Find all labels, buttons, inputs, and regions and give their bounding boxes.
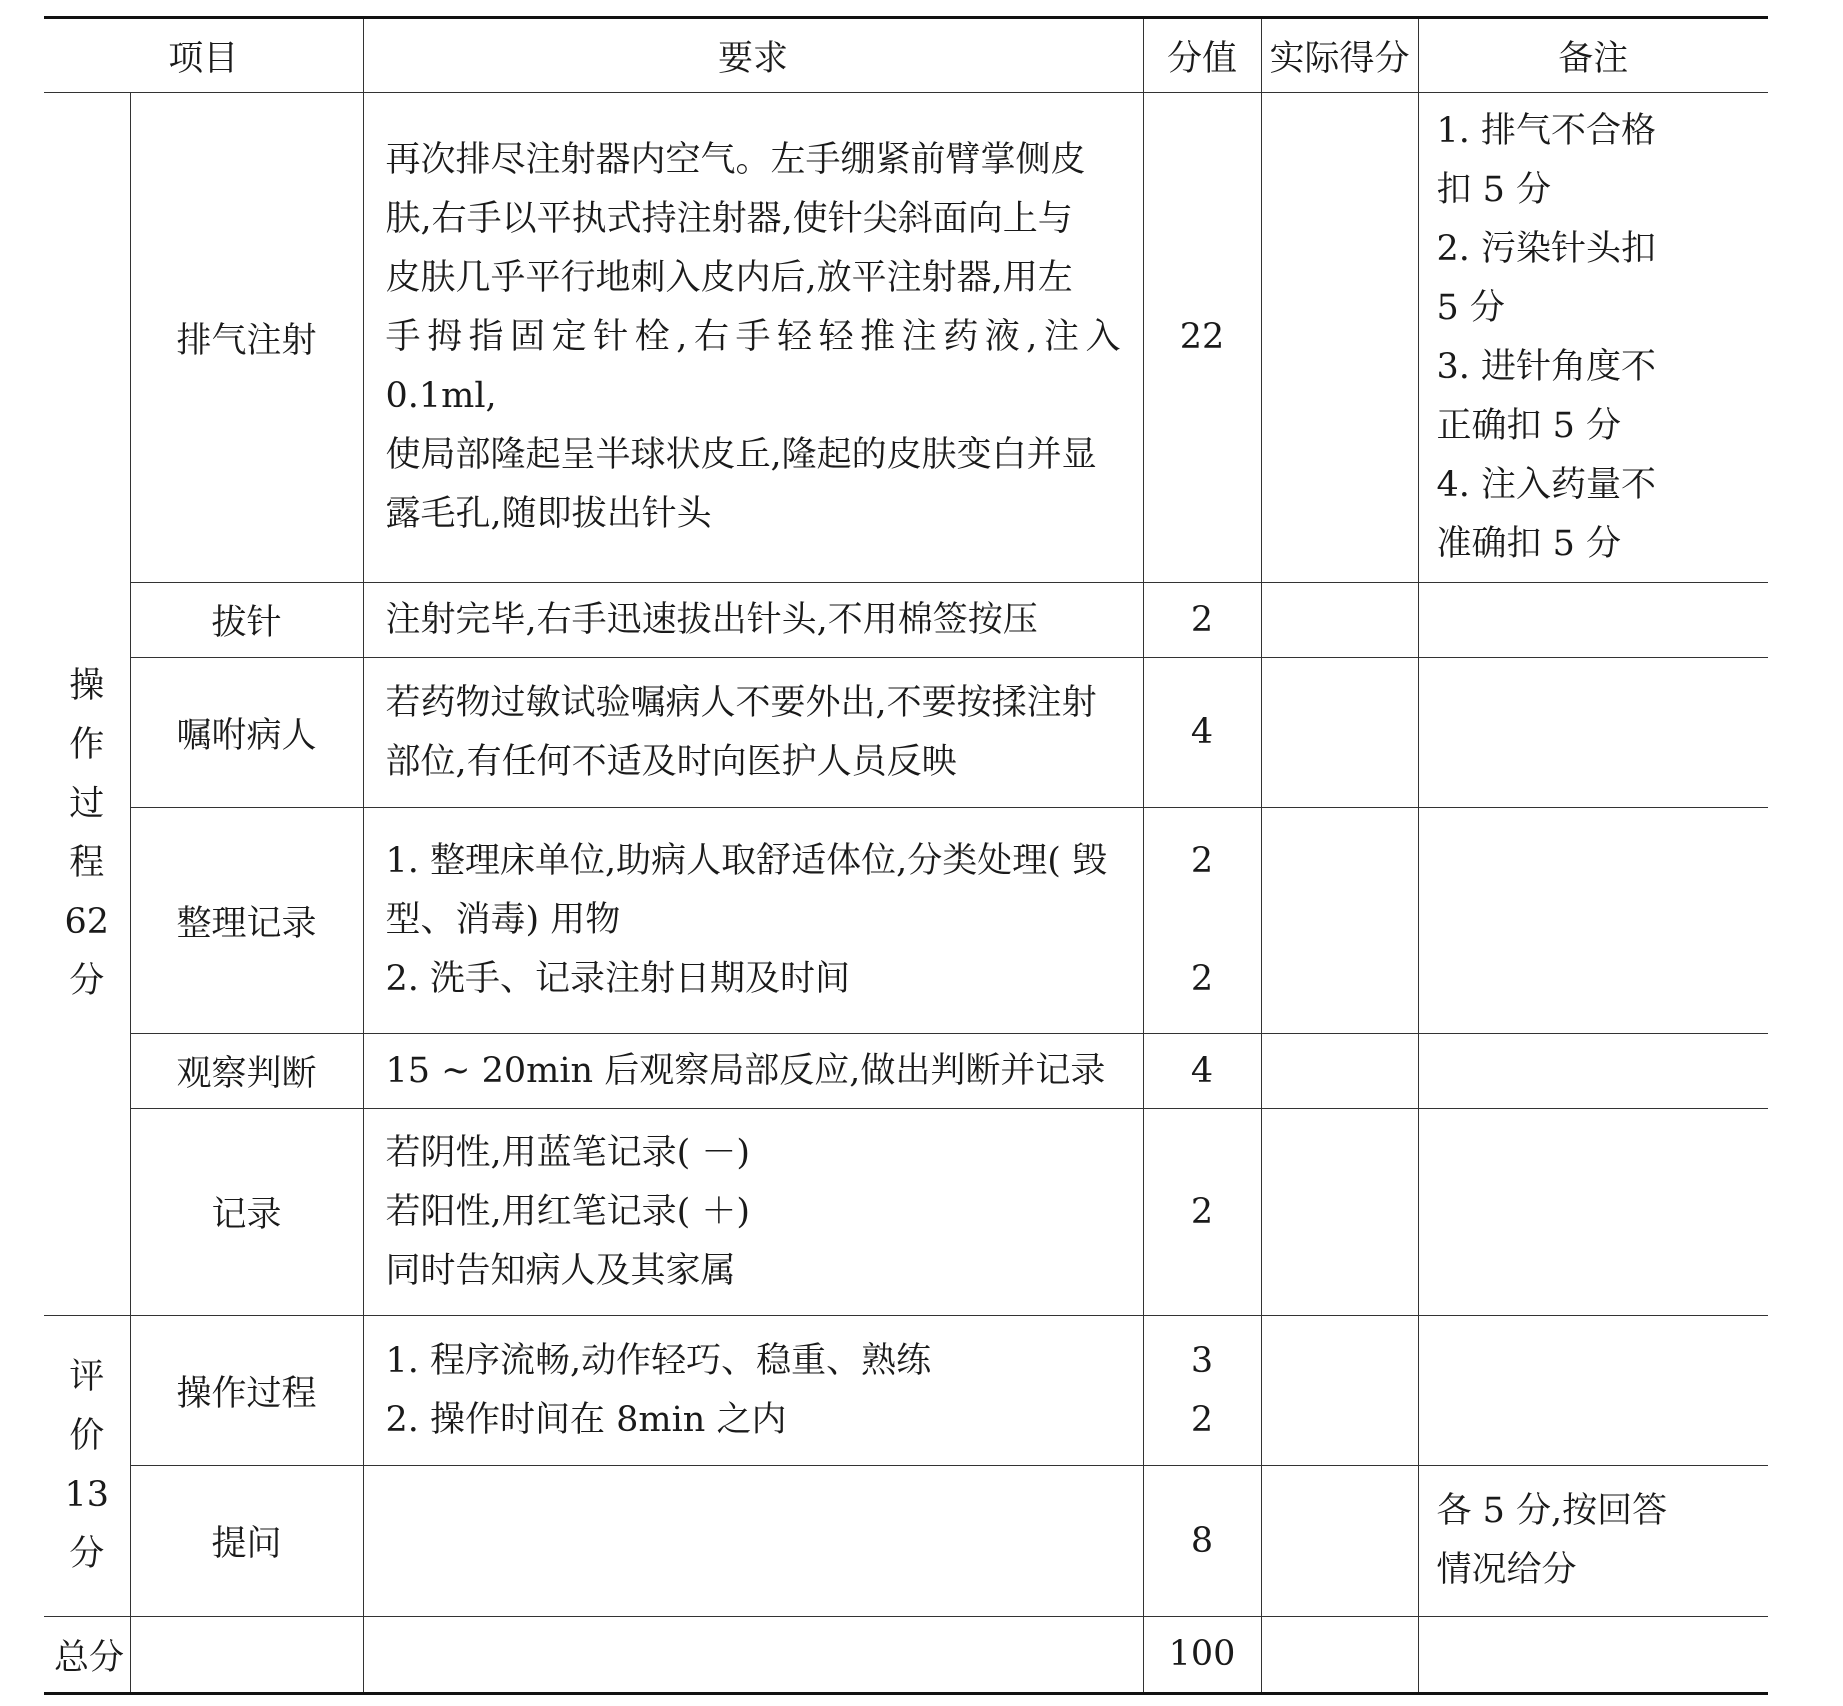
item-instruct-patient: 嘱咐病人 — [130, 658, 363, 808]
score-observe-judge: 4 — [1143, 1034, 1261, 1109]
section-char: 62 — [64, 902, 110, 942]
item-operation-process: 操作过程 — [130, 1316, 363, 1466]
requirement-line: 型、消毒) 用物 — [385, 900, 621, 940]
note-line: 正确扣 5 分 — [1436, 405, 1622, 446]
score-instruct-patient: 4 — [1143, 658, 1261, 808]
note-exhaust-inject — [1418, 93, 1768, 583]
header-actual-score: 实际得分 — [1261, 18, 1418, 93]
note-line: 2. 污染针头扣 — [1436, 228, 1657, 269]
requirement-line: 皮肤几乎平行地刺入皮内后,放平注射器,用左 — [385, 258, 1073, 298]
header-note: 备注 — [1418, 18, 1768, 93]
section-char: 评 — [69, 1357, 105, 1397]
score-exhaust-inject: 22 — [1143, 93, 1261, 583]
actual-score-cell — [1261, 1034, 1418, 1109]
table-row — [44, 1316, 1768, 1466]
score-operation-process — [1143, 1316, 1261, 1466]
item-exhaust-inject: 排气注射 — [130, 93, 363, 583]
table-row — [44, 1034, 1768, 1109]
score-line: 2 — [1190, 841, 1214, 881]
requirement-line: 肤,右手以平执式持注射器,使针尖斜面向上与 — [385, 199, 1073, 239]
item-record: 记录 — [130, 1109, 363, 1316]
requirement-instruct-patient — [363, 658, 1143, 808]
requirement-line: 1. 程序流畅,动作轻巧、稳重、熟练 — [385, 1340, 932, 1381]
note-line: 扣 5 分 — [1436, 169, 1552, 210]
section-operation-label — [44, 93, 130, 1316]
section-char: 过 — [69, 784, 105, 824]
requirement-record — [363, 1109, 1143, 1316]
score-withdraw: 2 — [1143, 583, 1261, 658]
total-label: 总分 — [44, 1617, 130, 1694]
actual-score-cell — [1261, 583, 1418, 658]
actual-score-cell — [1261, 808, 1418, 1034]
item-tidy-record: 整理记录 — [130, 808, 363, 1034]
note-cell — [1418, 1617, 1768, 1694]
note-cell — [1418, 808, 1768, 1034]
requirement-line: 2. 洗手、记录注射日期及时间 — [385, 959, 851, 999]
note-cell — [1418, 1034, 1768, 1109]
note-line: 情况给分 — [1436, 1550, 1577, 1590]
score-record: 2 — [1143, 1109, 1261, 1316]
requirement-line: 同时告知病人及其家属 — [385, 1250, 736, 1291]
requirement-line: 若阳性,用红笔记录( ＋) — [385, 1191, 751, 1232]
requirement-questions — [363, 1466, 1143, 1617]
section-evaluation-label — [44, 1316, 130, 1617]
score-questions: 8 — [1143, 1466, 1261, 1617]
requirement-line: 露毛孔,随即拔出针头 — [385, 494, 712, 534]
requirement-line: 若阴性,用蓝笔记录( －) — [385, 1132, 751, 1173]
requirement-operation-process — [363, 1316, 1143, 1466]
table-row — [44, 93, 1768, 583]
score-line: 3 — [1190, 1340, 1214, 1381]
total-requirement-cell — [363, 1617, 1143, 1694]
table-row — [44, 583, 1768, 658]
total-row — [44, 1617, 1768, 1694]
table-row — [44, 1466, 1768, 1617]
section-char: 作 — [69, 725, 105, 765]
actual-score-cell — [1261, 93, 1418, 583]
note-line: 3. 进针角度不 — [1436, 346, 1657, 387]
score-tidy-record — [1143, 808, 1261, 1034]
requirement-line: 部位,有任何不适及时向医护人员反映 — [385, 741, 957, 782]
total-score: 100 — [1143, 1617, 1261, 1694]
table-row — [44, 808, 1768, 1034]
actual-score-cell — [1261, 1466, 1418, 1617]
item-questions: 提问 — [130, 1466, 363, 1617]
table-header-row — [44, 18, 1768, 93]
score-line-spacer — [1144, 891, 1261, 950]
requirement-exhaust-inject — [363, 93, 1143, 583]
note-cell — [1418, 658, 1768, 808]
actual-score-cell — [1261, 1316, 1418, 1466]
note-line: 4. 注入药量不 — [1436, 464, 1657, 505]
note-cell — [1418, 1316, 1768, 1466]
item-observe-judge: 观察判断 — [130, 1034, 363, 1109]
section-char: 分 — [69, 961, 105, 1001]
requirement-line: 若药物过敏试验嘱病人不要外出,不要按揉注射 — [385, 682, 1097, 723]
requirement-observe-judge: 15 ~ 20min 后观察局部反应,做出判断并记录 — [363, 1034, 1143, 1109]
table-row — [44, 658, 1768, 808]
section-char: 13 — [64, 1475, 110, 1515]
header-requirement: 要求 — [363, 18, 1143, 93]
item-withdraw: 拔针 — [130, 583, 363, 658]
scoring-table — [44, 16, 1768, 1695]
note-line: 各 5 分,按回答 — [1436, 1491, 1668, 1531]
section-char: 程 — [69, 843, 105, 883]
note-questions — [1418, 1466, 1768, 1617]
requirement-withdraw: 注射完毕,右手迅速拔出针头,不用棉签按压 — [363, 583, 1143, 658]
header-score: 分值 — [1143, 18, 1261, 93]
total-item-cell — [130, 1617, 363, 1694]
requirement-line: 1. 整理床单位,助病人取舒适体位,分类处理( 毁 — [385, 841, 1108, 881]
table-row — [44, 1109, 1768, 1316]
header-item: 项目 — [44, 18, 363, 93]
actual-score-cell — [1261, 1617, 1418, 1694]
requirement-tidy-record — [363, 808, 1143, 1034]
note-line: 5 分 — [1436, 287, 1505, 328]
requirement-line: 手拇指固定针栓,右手轻轻推注药液,注入 0.1ml, — [385, 317, 1121, 416]
section-char: 价 — [69, 1416, 105, 1456]
note-cell — [1418, 583, 1768, 658]
note-line: 1. 排气不合格 — [1436, 110, 1657, 151]
score-line: 2 — [1190, 1399, 1214, 1440]
actual-score-cell — [1261, 658, 1418, 808]
requirement-line: 再次排尽注射器内空气。左手绷紧前臂掌侧皮 — [385, 140, 1086, 180]
requirement-line: 使局部隆起呈半球状皮丘,隆起的皮肤变白并显 — [385, 435, 1097, 475]
actual-score-cell — [1261, 1109, 1418, 1316]
note-cell — [1418, 1109, 1768, 1316]
section-char: 分 — [69, 1534, 105, 1574]
requirement-line: 2. 操作时间在 8min 之内 — [385, 1399, 787, 1440]
note-line: 准确扣 5 分 — [1436, 523, 1622, 564]
score-line: 2 — [1190, 959, 1214, 999]
section-char: 操 — [69, 666, 105, 706]
